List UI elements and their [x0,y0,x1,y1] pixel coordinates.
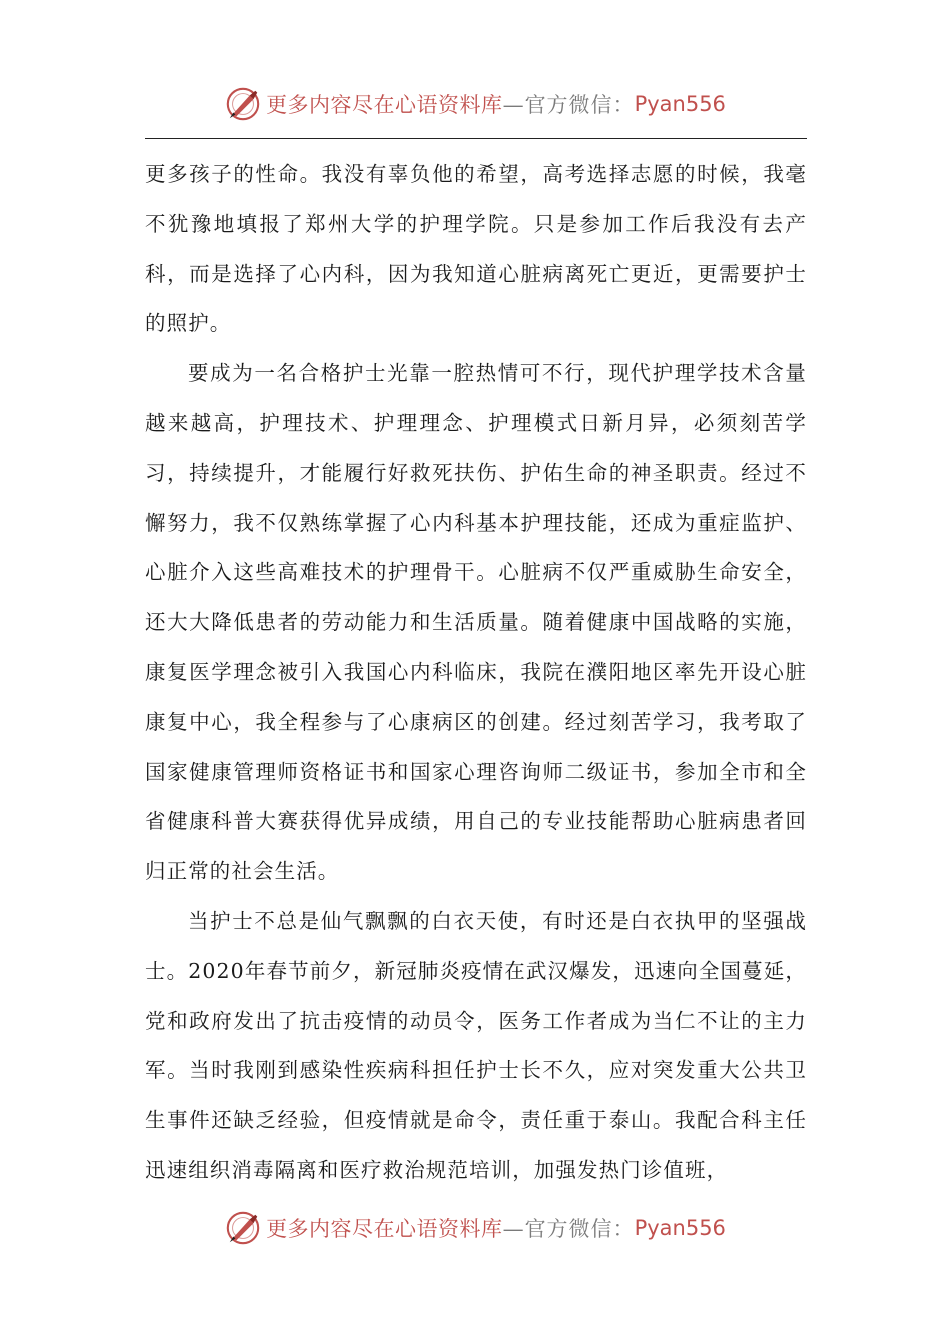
pen-nib-logo-icon [224,85,262,123]
footer-banner-id: Pyan556 [634,1216,726,1240]
paragraph: 当护士不总是仙气飘飘的白衣天使，有时还是白衣执甲的坚强战士。2020年春节前夕，新冠肺炎疫情在武汉爆发，迅速向全国蔓延，党和政府发出了抗击疫情的动员令，医务工作者成为当仁不让的主力军。当时我刚到感染性疾病科担任护士长不久，应对突发重大公共卫生事件还缺乏经验，但疫情就是命令，责任重于泰山。我配合科主任迅速组织消毒隔离和医疗救治规范培训，加强发热门诊值班， [145,908,807,1182]
header-rule [145,138,807,139]
footer-banner-main: 更多内容尽在心语资料库 [266,1217,503,1241]
footer-banner-wechat: —官方微信： [502,1217,635,1241]
body-text [145,150,807,1196]
footer-banner [0,1206,950,1250]
paragraph: 更多孩子的性命。我没有辜负他的希望，高考选择志愿的时候，我毫不犹豫地填报了郑州大学的护理学院。只是参加工作后我没有去产科，而是选择了心内科，因为我知道心脏病离死亡更近，更需要护士的照护。 [145,162,807,336]
header-banner [0,82,950,126]
header-banner-main: 更多内容尽在心语资料库 [266,93,503,117]
paragraph: 要成为一名合格护士光靠一腔热情可不行，现代护理学技术含量越来越高，护理技术、护理理念、护理模式日新月异，必须刻苦学习，持续提升，才能履行好救死扶伤、护佑生命的神圣职责。经过不懈努力，我不仅熟练掌握了心内科基本护理技能，还成为重症监护、心脏介入这些高难技术的护理骨干。心脏病不仅严重威胁生命安全，还大大降低患者的劳动能力和生活质量。随着健康中国战略的实施，康复医学理念被引入我国心内科临床，我院在濮阳地区率先开设心脏康复中心，我全程参与了心康病区的创建。经过刻苦学习，我考取了国家健康管理师资格证书和国家心理咨询师二级证书，参加全市和全省健康科普大赛获得优异成绩，用自己的专业技能帮助心脏病患者回归正常的社会生活。 [145,361,807,884]
header-banner-wechat: —官方微信： [502,93,635,117]
pen-nib-logo-icon [224,1209,262,1247]
header-banner-id: Pyan556 [634,92,726,116]
